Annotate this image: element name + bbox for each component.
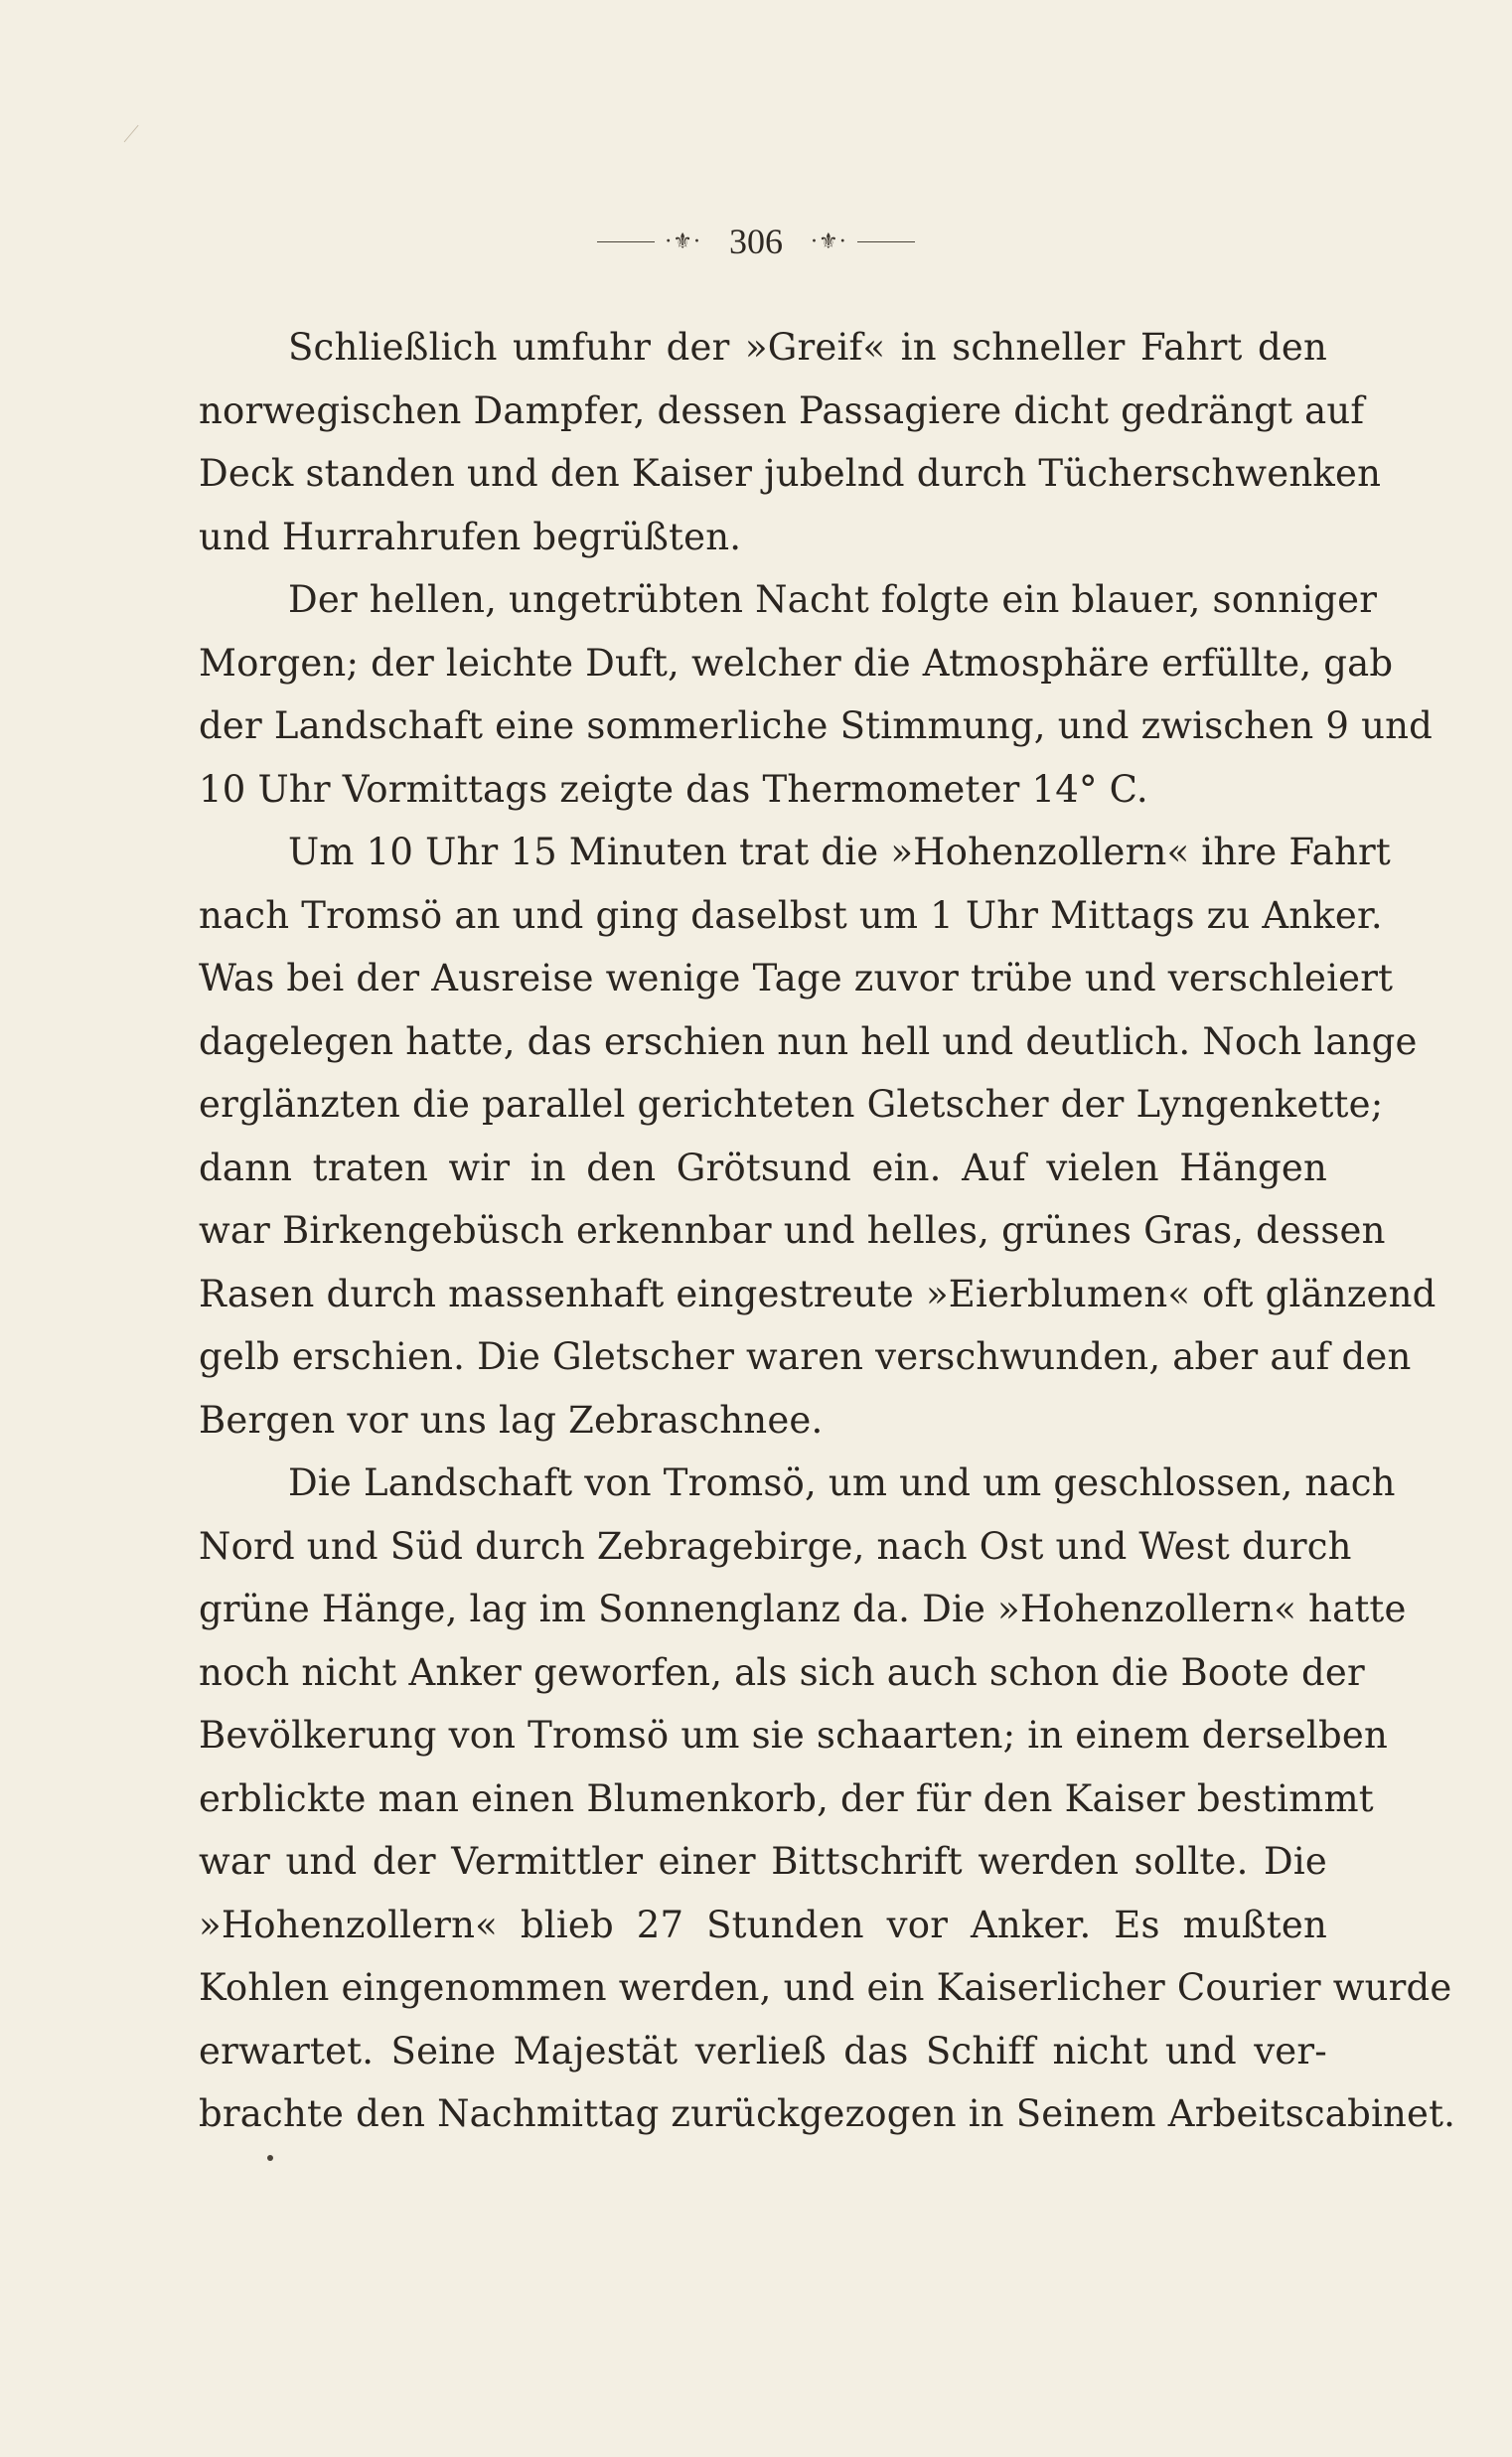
text-line: noch nicht Anker geworfen, als sich auch schon die Boote der — [199, 1650, 1365, 1694]
text-line: Bergen vor uns lag Zebraschnee. — [199, 1398, 824, 1442]
text-line: brachte den Nachmittag zurückgezogen in Seinem Arbeitscabinet. — [199, 2092, 1456, 2135]
text-line: erwartet. Seine Majestät verließ das Schiff nicht und ver- — [199, 2029, 1327, 2073]
header-rule-right — [857, 241, 915, 242]
text-line: grüne Hänge, lag im Sonnenglanz da. Die »Hohenzollern« hatte — [199, 1588, 1407, 1630]
text-line: nach Tromsö an und ging daselbst um 1 Uhr Mittags zu Anker. — [199, 893, 1383, 937]
text-line: norwegischen Dampfer, dessen Passagiere dicht gedrängt auf — [199, 388, 1365, 432]
text-line: »Hohenzollern« blieb 27 Stunden vor Anker. Es mußten — [199, 1903, 1327, 1946]
text-line: erblickte man einen Blumenkorb, der für den Kaiser bestimmt — [199, 1776, 1374, 1820]
text-line: war Birkengebüsch erkennbar und helles, grünes Gras, dessen — [199, 1209, 1386, 1252]
text-line: Um 10 Uhr 15 Minuten trat die »Hohenzollern« ihre Fahrt — [288, 831, 1391, 873]
text-line: gelb erschien. Die Gletscher waren verschwunden, aber auf den — [199, 1335, 1412, 1378]
body-text — [199, 316, 1456, 2146]
text-line: der Landschaft eine sommerliche Stimmung, und zwischen 9 und — [199, 704, 1434, 747]
text-line: dann traten wir in den Grötsund ein. Auf vielen Hängen — [199, 1146, 1327, 1189]
text-line: Was bei der Ausreise wenige Tage zuvor trübe und verschleiert — [199, 957, 1394, 999]
ink-dot — [267, 2155, 273, 2161]
text-line: und Hurrahrufen begrüßten. — [199, 515, 742, 558]
text-line: Die Landschaft von Tromsö, um und um geschlossen, nach — [288, 1461, 1396, 1504]
text-line: Schließlich umfuhr der »Greif« in schneller Fahrt den — [288, 326, 1327, 369]
text-line: Bevölkerung von Tromsö um sie schaarten; in einem derselben — [199, 1714, 1388, 1757]
text-line: erglänzten die parallel gerichteten Gletscher der Lyngenkette; — [199, 1083, 1384, 1126]
text-line: Morgen; der leichte Duft, welcher die Atmosphäre erfüllte, gab — [199, 641, 1394, 685]
ornament-left-icon: ·⚜· — [665, 229, 701, 254]
text-line: dagelegen hatte, das erschien nun hell und deutlich. Noch lange — [199, 1019, 1418, 1063]
text-line: war und der Vermittler einer Bittschrift werden sollte. Die — [199, 1840, 1327, 1883]
header-rule-left — [597, 241, 655, 242]
ornament-right-icon: ·⚜· — [811, 229, 847, 254]
text-line: Deck standen und den Kaiser jubelnd durch Tücherschwenken — [199, 452, 1382, 495]
text-line: Kohlen eingenommen werden, und ein Kaiserlicher Courier wurde — [199, 1966, 1452, 2009]
page-number: 306 — [729, 222, 783, 261]
text-line: Nord und Süd durch Zebragebirge, nach Ost und West durch — [199, 1524, 1352, 1568]
text-line: 10 Uhr Vormittags zeigte das Thermometer 14° C. — [199, 767, 1148, 811]
text-line: Rasen durch massenhaft eingestreute »Eierblumen« oft glänzend — [199, 1272, 1436, 1315]
pencil-mark — [124, 125, 150, 151]
text-line: Der hellen, ungetrübten Nacht folgte ein blauer, sonniger — [288, 578, 1378, 621]
page-header — [0, 217, 1512, 266]
